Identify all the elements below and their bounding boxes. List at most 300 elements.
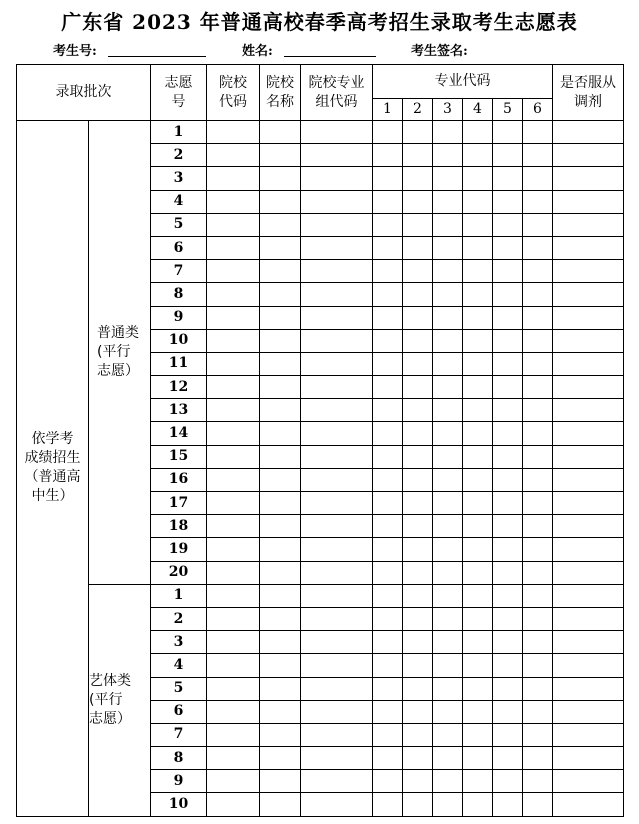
accept-adjustment-cell[interactable] [553, 352, 624, 375]
major-code-6-cell[interactable] [523, 376, 553, 399]
school-code-cell[interactable] [207, 329, 260, 352]
school-name-cell[interactable] [260, 352, 301, 375]
accept-adjustment-cell[interactable] [553, 260, 624, 283]
major-group-code-cell[interactable] [301, 329, 373, 352]
major-group-code-cell[interactable] [301, 376, 373, 399]
major-code-1-cell[interactable] [373, 561, 403, 584]
major-code-3-cell[interactable] [433, 561, 463, 584]
major-code-2-cell[interactable] [403, 283, 433, 306]
major-code-3-cell[interactable] [433, 236, 463, 259]
major-code-1-cell[interactable] [373, 607, 403, 630]
major-code-5-cell[interactable] [493, 167, 523, 190]
accept-adjustment-cell[interactable] [553, 747, 624, 770]
major-group-code-cell[interactable] [301, 445, 373, 468]
major-code-5-cell[interactable] [493, 700, 523, 723]
major-group-code-cell[interactable] [301, 468, 373, 491]
major-code-6-cell[interactable] [523, 515, 553, 538]
school-name-cell[interactable] [260, 561, 301, 584]
major-code-2-cell[interactable] [403, 492, 433, 515]
major-code-4-cell[interactable] [463, 121, 493, 144]
major-code-4-cell[interactable] [463, 492, 493, 515]
major-code-4-cell[interactable] [463, 399, 493, 422]
major-code-2-cell[interactable] [403, 352, 433, 375]
school-code-cell[interactable] [207, 515, 260, 538]
major-code-6-cell[interactable] [523, 306, 553, 329]
accept-adjustment-cell[interactable] [553, 167, 624, 190]
major-code-5-cell[interactable] [493, 515, 523, 538]
school-code-cell[interactable] [207, 631, 260, 654]
major-code-5-cell[interactable] [493, 121, 523, 144]
major-code-3-cell[interactable] [433, 422, 463, 445]
major-group-code-cell[interactable] [301, 236, 373, 259]
major-code-1-cell[interactable] [373, 793, 403, 816]
major-code-5-cell[interactable] [493, 793, 523, 816]
accept-adjustment-cell[interactable] [553, 213, 624, 236]
school-code-cell[interactable] [207, 770, 260, 793]
major-group-code-cell[interactable] [301, 631, 373, 654]
major-code-6-cell[interactable] [523, 538, 553, 561]
major-code-1-cell[interactable] [373, 770, 403, 793]
major-code-6-cell[interactable] [523, 677, 553, 700]
major-group-code-cell[interactable] [301, 561, 373, 584]
school-code-cell[interactable] [207, 793, 260, 816]
major-code-2-cell[interactable] [403, 306, 433, 329]
major-code-1-cell[interactable] [373, 422, 403, 445]
major-code-3-cell[interactable] [433, 329, 463, 352]
accept-adjustment-cell[interactable] [553, 283, 624, 306]
major-code-1-cell[interactable] [373, 677, 403, 700]
major-code-3-cell[interactable] [433, 654, 463, 677]
major-code-2-cell[interactable] [403, 190, 433, 213]
school-name-cell[interactable] [260, 584, 301, 607]
major-code-3-cell[interactable] [433, 376, 463, 399]
school-name-cell[interactable] [260, 538, 301, 561]
school-name-cell[interactable] [260, 770, 301, 793]
major-code-3-cell[interactable] [433, 121, 463, 144]
major-code-2-cell[interactable] [403, 515, 433, 538]
major-group-code-cell[interactable] [301, 260, 373, 283]
school-code-cell[interactable] [207, 399, 260, 422]
major-code-3-cell[interactable] [433, 584, 463, 607]
major-code-4-cell[interactable] [463, 747, 493, 770]
school-name-cell[interactable] [260, 515, 301, 538]
major-group-code-cell[interactable] [301, 213, 373, 236]
major-group-code-cell[interactable] [301, 723, 373, 746]
major-code-2-cell[interactable] [403, 376, 433, 399]
major-code-3-cell[interactable] [433, 352, 463, 375]
school-code-cell[interactable] [207, 607, 260, 630]
school-code-cell[interactable] [207, 700, 260, 723]
school-code-cell[interactable] [207, 283, 260, 306]
major-code-4-cell[interactable] [463, 167, 493, 190]
major-code-4-cell[interactable] [463, 561, 493, 584]
accept-adjustment-cell[interactable] [553, 770, 624, 793]
major-code-3-cell[interactable] [433, 213, 463, 236]
major-code-6-cell[interactable] [523, 121, 553, 144]
major-code-2-cell[interactable] [403, 654, 433, 677]
major-code-6-cell[interactable] [523, 723, 553, 746]
major-code-5-cell[interactable] [493, 144, 523, 167]
major-code-5-cell[interactable] [493, 422, 523, 445]
major-code-3-cell[interactable] [433, 492, 463, 515]
major-code-6-cell[interactable] [523, 584, 553, 607]
school-name-cell[interactable] [260, 190, 301, 213]
major-code-4-cell[interactable] [463, 538, 493, 561]
school-name-cell[interactable] [260, 144, 301, 167]
major-code-5-cell[interactable] [493, 352, 523, 375]
major-code-2-cell[interactable] [403, 561, 433, 584]
major-code-4-cell[interactable] [463, 770, 493, 793]
major-group-code-cell[interactable] [301, 190, 373, 213]
school-code-cell[interactable] [207, 376, 260, 399]
major-code-2-cell[interactable] [403, 631, 433, 654]
major-code-3-cell[interactable] [433, 260, 463, 283]
major-code-2-cell[interactable] [403, 399, 433, 422]
major-code-4-cell[interactable] [463, 306, 493, 329]
school-code-cell[interactable] [207, 236, 260, 259]
school-code-cell[interactable] [207, 352, 260, 375]
major-code-1-cell[interactable] [373, 190, 403, 213]
school-name-cell[interactable] [260, 213, 301, 236]
major-code-2-cell[interactable] [403, 700, 433, 723]
major-code-5-cell[interactable] [493, 654, 523, 677]
major-code-6-cell[interactable] [523, 283, 553, 306]
major-code-4-cell[interactable] [463, 584, 493, 607]
major-code-3-cell[interactable] [433, 399, 463, 422]
accept-adjustment-cell[interactable] [553, 306, 624, 329]
major-code-5-cell[interactable] [493, 607, 523, 630]
major-code-4-cell[interactable] [463, 631, 493, 654]
school-name-cell[interactable] [260, 747, 301, 770]
school-name-cell[interactable] [260, 376, 301, 399]
accept-adjustment-cell[interactable] [553, 607, 624, 630]
major-code-2-cell[interactable] [403, 422, 433, 445]
major-code-2-cell[interactable] [403, 329, 433, 352]
major-code-1-cell[interactable] [373, 584, 403, 607]
school-name-cell[interactable] [260, 422, 301, 445]
major-code-3-cell[interactable] [433, 747, 463, 770]
major-code-1-cell[interactable] [373, 445, 403, 468]
major-code-6-cell[interactable] [523, 190, 553, 213]
accept-adjustment-cell[interactable] [553, 492, 624, 515]
major-code-1-cell[interactable] [373, 167, 403, 190]
major-code-6-cell[interactable] [523, 607, 553, 630]
major-code-6-cell[interactable] [523, 468, 553, 491]
major-code-1-cell[interactable] [373, 515, 403, 538]
school-name-cell[interactable] [260, 700, 301, 723]
school-name-cell[interactable] [260, 677, 301, 700]
major-code-4-cell[interactable] [463, 723, 493, 746]
accept-adjustment-cell[interactable] [553, 144, 624, 167]
major-code-5-cell[interactable] [493, 468, 523, 491]
school-code-cell[interactable] [207, 747, 260, 770]
school-name-cell[interactable] [260, 654, 301, 677]
major-code-1-cell[interactable] [373, 654, 403, 677]
major-code-3-cell[interactable] [433, 468, 463, 491]
school-name-cell[interactable] [260, 329, 301, 352]
major-code-4-cell[interactable] [463, 283, 493, 306]
major-group-code-cell[interactable] [301, 584, 373, 607]
major-code-3-cell[interactable] [433, 677, 463, 700]
major-code-2-cell[interactable] [403, 584, 433, 607]
major-code-2-cell[interactable] [403, 538, 433, 561]
school-code-cell[interactable] [207, 422, 260, 445]
major-code-2-cell[interactable] [403, 236, 433, 259]
major-code-4-cell[interactable] [463, 515, 493, 538]
major-code-1-cell[interactable] [373, 723, 403, 746]
major-code-2-cell[interactable] [403, 213, 433, 236]
school-name-cell[interactable] [260, 121, 301, 144]
accept-adjustment-cell[interactable] [553, 700, 624, 723]
school-code-cell[interactable] [207, 121, 260, 144]
major-code-6-cell[interactable] [523, 631, 553, 654]
major-code-5-cell[interactable] [493, 631, 523, 654]
school-code-cell[interactable] [207, 213, 260, 236]
accept-adjustment-cell[interactable] [553, 376, 624, 399]
school-code-cell[interactable] [207, 306, 260, 329]
major-code-4-cell[interactable] [463, 422, 493, 445]
school-code-cell[interactable] [207, 723, 260, 746]
major-code-5-cell[interactable] [493, 213, 523, 236]
major-code-1-cell[interactable] [373, 144, 403, 167]
school-name-cell[interactable] [260, 283, 301, 306]
school-name-cell[interactable] [260, 631, 301, 654]
school-code-cell[interactable] [207, 677, 260, 700]
accept-adjustment-cell[interactable] [553, 515, 624, 538]
major-code-1-cell[interactable] [373, 352, 403, 375]
major-code-1-cell[interactable] [373, 213, 403, 236]
accept-adjustment-cell[interactable] [553, 584, 624, 607]
major-code-6-cell[interactable] [523, 445, 553, 468]
school-code-cell[interactable] [207, 654, 260, 677]
major-code-4-cell[interactable] [463, 190, 493, 213]
accept-adjustment-cell[interactable] [553, 793, 624, 816]
school-code-cell[interactable] [207, 144, 260, 167]
major-code-3-cell[interactable] [433, 515, 463, 538]
major-group-code-cell[interactable] [301, 677, 373, 700]
accept-adjustment-cell[interactable] [553, 723, 624, 746]
major-code-1-cell[interactable] [373, 747, 403, 770]
accept-adjustment-cell[interactable] [553, 561, 624, 584]
major-code-4-cell[interactable] [463, 468, 493, 491]
major-code-6-cell[interactable] [523, 329, 553, 352]
major-code-5-cell[interactable] [493, 236, 523, 259]
major-code-6-cell[interactable] [523, 700, 553, 723]
major-code-6-cell[interactable] [523, 747, 553, 770]
major-code-5-cell[interactable] [493, 260, 523, 283]
school-code-cell[interactable] [207, 538, 260, 561]
accept-adjustment-cell[interactable] [553, 190, 624, 213]
major-code-6-cell[interactable] [523, 770, 553, 793]
school-code-cell[interactable] [207, 584, 260, 607]
major-code-4-cell[interactable] [463, 607, 493, 630]
major-code-1-cell[interactable] [373, 376, 403, 399]
major-code-6-cell[interactable] [523, 144, 553, 167]
major-group-code-cell[interactable] [301, 399, 373, 422]
major-code-6-cell[interactable] [523, 260, 553, 283]
major-code-6-cell[interactable] [523, 236, 553, 259]
accept-adjustment-cell[interactable] [553, 445, 624, 468]
major-code-3-cell[interactable] [433, 631, 463, 654]
major-group-code-cell[interactable] [301, 515, 373, 538]
school-code-cell[interactable] [207, 492, 260, 515]
major-code-5-cell[interactable] [493, 770, 523, 793]
major-code-5-cell[interactable] [493, 747, 523, 770]
major-code-1-cell[interactable] [373, 121, 403, 144]
major-code-4-cell[interactable] [463, 329, 493, 352]
major-group-code-cell[interactable] [301, 770, 373, 793]
school-name-cell[interactable] [260, 468, 301, 491]
major-code-5-cell[interactable] [493, 190, 523, 213]
school-code-cell[interactable] [207, 468, 260, 491]
major-code-4-cell[interactable] [463, 700, 493, 723]
school-name-cell[interactable] [260, 723, 301, 746]
major-code-2-cell[interactable] [403, 747, 433, 770]
major-code-6-cell[interactable] [523, 422, 553, 445]
major-group-code-cell[interactable] [301, 654, 373, 677]
major-code-2-cell[interactable] [403, 770, 433, 793]
school-name-cell[interactable] [260, 399, 301, 422]
major-code-1-cell[interactable] [373, 538, 403, 561]
major-group-code-cell[interactable] [301, 607, 373, 630]
accept-adjustment-cell[interactable] [553, 631, 624, 654]
name-field[interactable] [284, 56, 376, 57]
major-code-1-cell[interactable] [373, 492, 403, 515]
school-code-cell[interactable] [207, 561, 260, 584]
major-code-1-cell[interactable] [373, 306, 403, 329]
major-code-2-cell[interactable] [403, 167, 433, 190]
major-code-6-cell[interactable] [523, 399, 553, 422]
major-code-1-cell[interactable] [373, 399, 403, 422]
major-group-code-cell[interactable] [301, 793, 373, 816]
major-code-2-cell[interactable] [403, 468, 433, 491]
major-code-3-cell[interactable] [433, 167, 463, 190]
major-code-2-cell[interactable] [403, 793, 433, 816]
major-group-code-cell[interactable] [301, 700, 373, 723]
major-code-5-cell[interactable] [493, 376, 523, 399]
major-code-6-cell[interactable] [523, 213, 553, 236]
major-code-3-cell[interactable] [433, 770, 463, 793]
major-code-3-cell[interactable] [433, 144, 463, 167]
major-code-2-cell[interactable] [403, 723, 433, 746]
major-code-3-cell[interactable] [433, 190, 463, 213]
accept-adjustment-cell[interactable] [553, 677, 624, 700]
major-code-5-cell[interactable] [493, 399, 523, 422]
major-code-5-cell[interactable] [493, 561, 523, 584]
school-name-cell[interactable] [260, 306, 301, 329]
school-name-cell[interactable] [260, 607, 301, 630]
major-group-code-cell[interactable] [301, 167, 373, 190]
major-code-3-cell[interactable] [433, 538, 463, 561]
school-name-cell[interactable] [260, 260, 301, 283]
school-code-cell[interactable] [207, 445, 260, 468]
school-code-cell[interactable] [207, 190, 260, 213]
major-group-code-cell[interactable] [301, 306, 373, 329]
major-code-4-cell[interactable] [463, 236, 493, 259]
accept-adjustment-cell[interactable] [553, 399, 624, 422]
major-code-4-cell[interactable] [463, 376, 493, 399]
major-code-3-cell[interactable] [433, 607, 463, 630]
major-group-code-cell[interactable] [301, 422, 373, 445]
major-code-6-cell[interactable] [523, 492, 553, 515]
major-code-2-cell[interactable] [403, 121, 433, 144]
major-group-code-cell[interactable] [301, 492, 373, 515]
major-code-3-cell[interactable] [433, 723, 463, 746]
school-name-cell[interactable] [260, 492, 301, 515]
major-group-code-cell[interactable] [301, 283, 373, 306]
accept-adjustment-cell[interactable] [553, 329, 624, 352]
major-code-6-cell[interactable] [523, 561, 553, 584]
major-code-6-cell[interactable] [523, 654, 553, 677]
major-code-4-cell[interactable] [463, 654, 493, 677]
major-code-6-cell[interactable] [523, 352, 553, 375]
major-group-code-cell[interactable] [301, 352, 373, 375]
exam-number-field[interactable] [108, 56, 206, 57]
major-code-4-cell[interactable] [463, 144, 493, 167]
major-code-3-cell[interactable] [433, 283, 463, 306]
major-code-4-cell[interactable] [463, 260, 493, 283]
major-code-1-cell[interactable] [373, 631, 403, 654]
major-code-6-cell[interactable] [523, 793, 553, 816]
major-code-5-cell[interactable] [493, 492, 523, 515]
major-code-5-cell[interactable] [493, 584, 523, 607]
major-group-code-cell[interactable] [301, 538, 373, 561]
major-code-1-cell[interactable] [373, 468, 403, 491]
major-code-2-cell[interactable] [403, 445, 433, 468]
major-code-1-cell[interactable] [373, 700, 403, 723]
accept-adjustment-cell[interactable] [553, 236, 624, 259]
school-code-cell[interactable] [207, 260, 260, 283]
major-code-5-cell[interactable] [493, 329, 523, 352]
major-code-1-cell[interactable] [373, 329, 403, 352]
school-name-cell[interactable] [260, 167, 301, 190]
school-name-cell[interactable] [260, 236, 301, 259]
major-code-5-cell[interactable] [493, 283, 523, 306]
major-code-1-cell[interactable] [373, 236, 403, 259]
major-code-2-cell[interactable] [403, 607, 433, 630]
major-code-6-cell[interactable] [523, 167, 553, 190]
school-name-cell[interactable] [260, 445, 301, 468]
accept-adjustment-cell[interactable] [553, 468, 624, 491]
accept-adjustment-cell[interactable] [553, 422, 624, 445]
major-group-code-cell[interactable] [301, 121, 373, 144]
school-code-cell[interactable] [207, 167, 260, 190]
major-code-1-cell[interactable] [373, 283, 403, 306]
major-code-2-cell[interactable] [403, 260, 433, 283]
major-code-1-cell[interactable] [373, 260, 403, 283]
major-code-5-cell[interactable] [493, 445, 523, 468]
major-code-2-cell[interactable] [403, 144, 433, 167]
major-code-3-cell[interactable] [433, 445, 463, 468]
accept-adjustment-cell[interactable] [553, 538, 624, 561]
major-code-3-cell[interactable] [433, 306, 463, 329]
major-group-code-cell[interactable] [301, 144, 373, 167]
major-code-3-cell[interactable] [433, 700, 463, 723]
major-code-5-cell[interactable] [493, 538, 523, 561]
major-code-4-cell[interactable] [463, 677, 493, 700]
major-code-5-cell[interactable] [493, 677, 523, 700]
major-code-4-cell[interactable] [463, 445, 493, 468]
major-code-5-cell[interactable] [493, 306, 523, 329]
major-code-3-cell[interactable] [433, 793, 463, 816]
school-name-cell[interactable] [260, 793, 301, 816]
accept-adjustment-cell[interactable] [553, 121, 624, 144]
major-code-5-cell[interactable] [493, 723, 523, 746]
major-code-4-cell[interactable] [463, 352, 493, 375]
major-code-4-cell[interactable] [463, 793, 493, 816]
major-code-2-cell[interactable] [403, 677, 433, 700]
major-code-4-cell[interactable] [463, 213, 493, 236]
